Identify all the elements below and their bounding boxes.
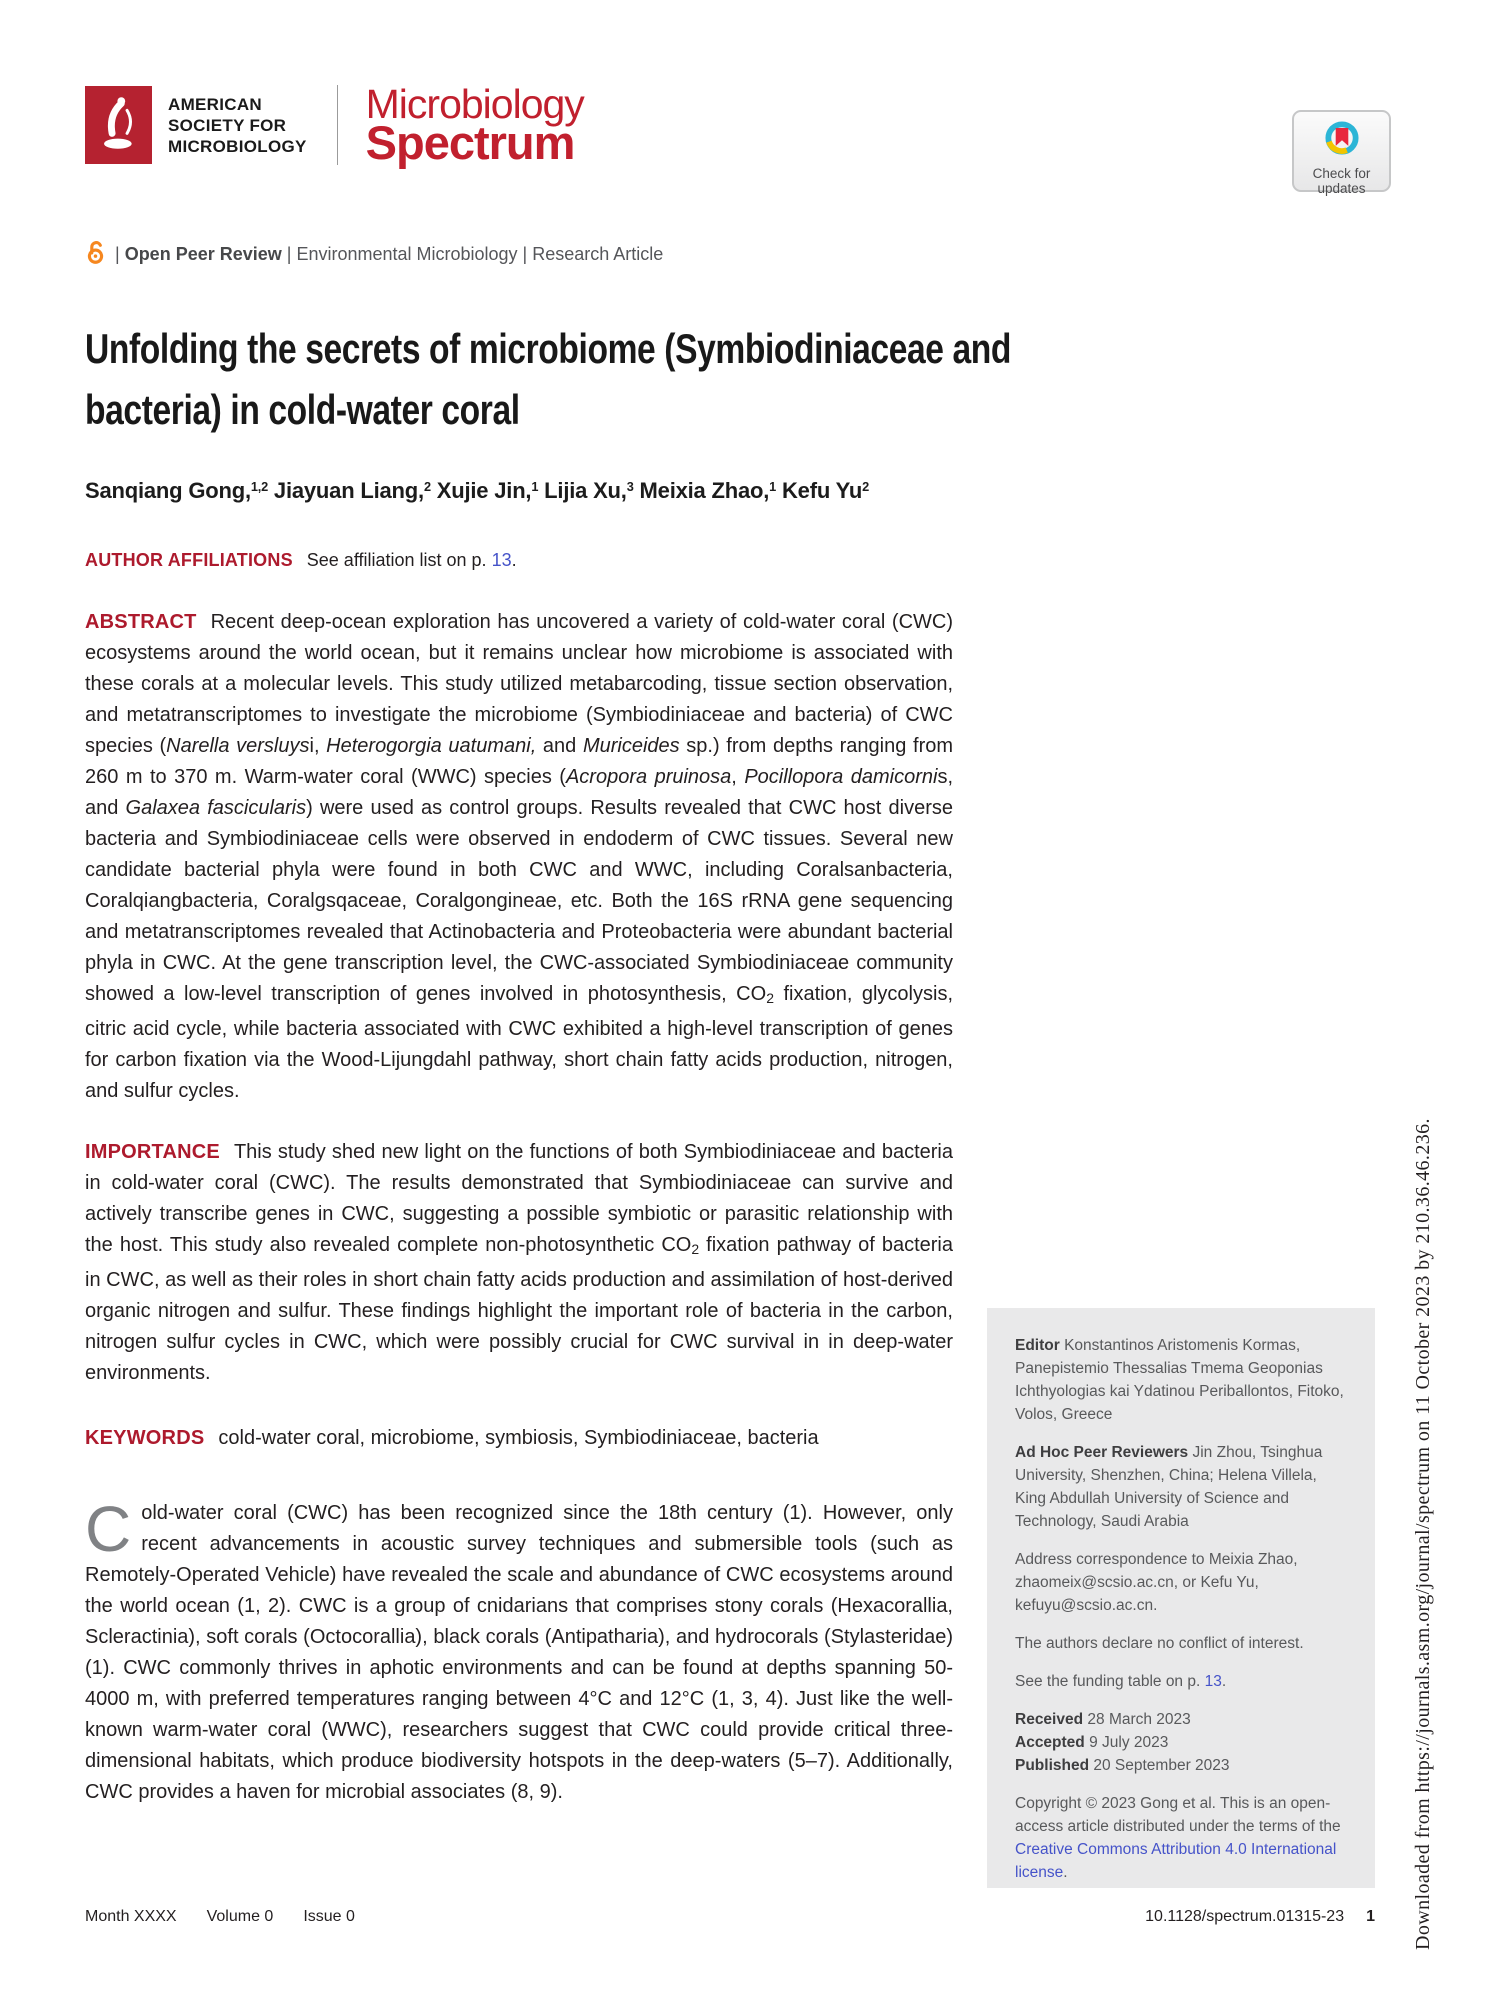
accepted-date	[1015, 1731, 1347, 1754]
article-title	[85, 318, 1011, 440]
download-watermark: Downloaded from https://journals.asm.org/journal/spectrum on 11 October 2023 by 210.36.46.236.	[1412, 1118, 1434, 1950]
editor-block	[1015, 1334, 1347, 1426]
received-date	[1015, 1708, 1347, 1731]
text-segment: Muriceides	[582, 735, 680, 757]
text-segment: | Environmental Microbiology | Research Article	[281, 244, 664, 264]
journal-wordmark-line1: Microbiology	[365, 81, 584, 127]
main-column	[85, 607, 953, 1808]
page-footer	[85, 1908, 1375, 1926]
masthead-divider	[337, 85, 338, 165]
article-title-line2: bacteria) in cold-water coral	[85, 386, 520, 433]
text-segment: Editor	[1015, 1337, 1065, 1354]
text-segment: and	[536, 735, 583, 757]
text-segment: .	[1063, 1864, 1068, 1881]
text-segment: Heterogorgia uatumani,	[326, 735, 537, 757]
journal-wordmark-line2: Spectrum	[365, 116, 575, 169]
text-segment: |	[115, 244, 125, 264]
crossmark-icon	[1321, 117, 1363, 164]
drop-cap: C	[85, 1492, 132, 1565]
text-segment: sp.) from depths ranging from 260 m to 370 m. Warm-water coral (WWC) species (	[85, 735, 954, 788]
history-dates-block	[1015, 1708, 1347, 1777]
text-segment: Jiayuan Liang,	[268, 478, 424, 503]
footer-issue: Issue 0	[303, 1908, 355, 1925]
article-meta-line	[85, 240, 663, 269]
author-list	[85, 478, 869, 504]
inline-link[interactable]: Creative Commons Attribution 4.0 International license	[1015, 1841, 1337, 1881]
text-segment: Address correspondence to Meixia Zhao, zhaomeix@scsio.ac.cn, or Kefu Yu, kefuyu@scsio.ac.cn.	[1015, 1551, 1298, 1614]
author-affiliations-note	[85, 550, 517, 571]
text-segment: Copyright © 2023 Gong et al. This is an open-access article distributed under the terms of the	[1015, 1795, 1341, 1835]
text-segment: 3	[626, 478, 634, 494]
check-for-updates-label: Check for updates	[1312, 166, 1371, 196]
journal-wordmark	[365, 81, 584, 169]
abstract-paragraph	[85, 607, 953, 1107]
text-segment: 2	[423, 478, 431, 494]
text-segment: Open Peer Review	[124, 244, 282, 264]
text-segment: s, and	[85, 766, 953, 819]
text-segment: This study shed new light on the functions of both Symbiodiniaceae and bacteria in cold-water coral (CWC). The results demonstrated that Symbiodiniaceae can survive and actively transcribe genes in CWC, suggesting a possible symbiotic or parasitic relationship with the host. This study also revealed complete non-photosynthetic CO	[85, 1140, 953, 1256]
text-segment: 2	[766, 989, 774, 1006]
text-segment: Xujie Jin,	[430, 478, 532, 503]
intro-text	[85, 1502, 953, 1803]
text-segment: Meixia Zhao,	[633, 478, 770, 503]
text-segment: 2	[862, 478, 869, 494]
correspondence-block	[1015, 1548, 1347, 1617]
text-segment: 1	[769, 478, 777, 494]
published-date	[1015, 1754, 1347, 1777]
microscope-icon	[96, 94, 142, 157]
text-segment: Sanqiang Gong,	[85, 478, 251, 503]
text-segment: See the funding table on p.	[1015, 1673, 1205, 1690]
text-segment: 1,2	[250, 478, 268, 494]
masthead	[85, 81, 584, 169]
intro-paragraph	[85, 1492, 953, 1808]
footer-doi-block	[1145, 1908, 1375, 1926]
text-segment: 9 July 2023	[1089, 1734, 1169, 1751]
text-segment: Received	[1015, 1711, 1088, 1728]
text-segment: Accepted	[1015, 1734, 1090, 1751]
text-segment: cold-water coral, microbiome, symbiosis, Symbiodiniaceae, bacteria	[218, 1426, 819, 1449]
text-segment: Galaxea fascicularis	[125, 797, 307, 819]
text-segment: Recent deep-ocean exploration has uncovered a variety of cold-water coral (CWC) ecosystems around the world ocean, but it remains unclear how microbiome is associated with these corals at a molecular levels. This study utilized metabarcoding, tissue section observation, and metatranscriptomes to investigate the microbiome (Symbiodiniaceae and bacteria) of CWC species (	[85, 611, 953, 757]
article-info-sidebar	[987, 1308, 1375, 1888]
text-segment: 20 September 2023	[1093, 1757, 1230, 1774]
text-segment: 1	[531, 478, 539, 494]
text-segment: .	[511, 550, 517, 570]
text-segment: KEYWORDS	[85, 1426, 205, 1449]
check-for-updates-badge[interactable]	[1292, 110, 1391, 196]
society-line: MICROBIOLOGY	[168, 136, 307, 156]
text-segment: fixation pathway of bacteria in CWC, as well as their roles in short chain fatty acids production and assimilation of host-derived organic nitrogen and sulfur. These findings highlight the important role of bacteria in the carbon, nitrogen sulfur cycles in CWC, which were possibly crucial for CWC survival in in deep-water environments.	[85, 1233, 954, 1384]
society-line: SOCIETY FOR	[168, 115, 287, 135]
inline-link[interactable]: 13	[491, 550, 512, 570]
footer-page-number: 1	[1366, 1908, 1375, 1925]
meta-line-text	[115, 244, 663, 265]
text-segment: fixation, glycolysis, citric acid cycle, while bacteria associated with CWC exhibited a high-level transcription of genes for carbon fixation via the Wood-Lijungdahl pathway, short chain fatty acids production, nitrogen, and sulfur cycles.	[85, 983, 953, 1102]
funding-note-block	[1015, 1670, 1347, 1693]
text-segment: Lijia Xu,	[538, 478, 627, 503]
text-segment: Jin Zhou, Tsinghua University, Shenzhen, China; Helena Villela, King Abdullah University of Science and Technology, Saudi Arabia	[1015, 1444, 1323, 1530]
text-segment: ,	[731, 766, 745, 788]
importance-paragraph	[85, 1137, 953, 1389]
keywords-line	[85, 1423, 953, 1454]
society-line: AMERICAN	[168, 94, 263, 114]
peer-reviewers-block	[1015, 1441, 1347, 1533]
text-segment: 28 March 2023	[1087, 1711, 1191, 1728]
text-segment: Kefu Yu	[776, 478, 863, 503]
text-segment: IMPORTANCE	[85, 1140, 220, 1163]
article-title-line1: Unfolding the secrets of microbiome (Symbiodiniaceae and	[85, 325, 1012, 372]
text-segment: Acropora pruinosa	[565, 766, 732, 788]
text-segment: See affiliation list on p.	[306, 550, 492, 570]
text-segment: Konstantinos Aristomenis Kormas, Panepistemio Thessalias Tmema Geoponias Ichthyologias kai Ydatinou Periballontos, Fitoko, Volos, Greece	[1015, 1337, 1344, 1423]
text-segment: ABSTRACT	[85, 611, 197, 633]
open-access-icon	[85, 240, 106, 269]
text-segment: AUTHOR AFFILIATIONS	[85, 550, 293, 570]
inline-link[interactable]: 13	[1204, 1673, 1222, 1690]
text-segment: Published	[1015, 1757, 1094, 1774]
text-segment: Ad Hoc Peer Reviewers	[1015, 1444, 1193, 1461]
copyright-block	[1015, 1792, 1347, 1884]
text-segment: .	[1221, 1673, 1227, 1690]
text-segment: old-water coral (CWC) has been recognized since the 18th century (1). However, only recent advancements in acoustic survey techniques and submersible tools (such as Remotely-Operated Vehicle) have revealed the scale and abundance of CWC ecosystems around the world ocean (1, 2). CWC is a group of cnidarians that comprises stony corals (Hexacorallia, Scleractinia), soft corals (Octocorallia), black corals (Antipatharia), and hydrocorals (Stylasteridae) (1). CWC commonly thrives in aphotic environments and can be found at depths spanning 50-4000 m, with preferred temperatures ranging between 4°C and 12°C (1, 3, 4). Just like the well-known warm-water coral (WWC), researchers suggest that CWC could provide critical three-dimensional habitats, which produce biodiversity hotspots in the deep-waters (5–7). Additionally, CWC provides a haven for microbial associates (8, 9).	[85, 1501, 953, 1803]
text-segment: Pocillopora damicorni	[744, 766, 938, 788]
society-name	[168, 94, 307, 157]
text-segment: The authors declare no conflict of interest.	[1015, 1635, 1304, 1652]
footer-issue-info	[85, 1908, 355, 1926]
footer-doi: 10.1128/spectrum.01315-23	[1145, 1908, 1345, 1925]
text-segment: ) were used as control groups. Results revealed that CWC host diverse bacteria and Symbiodiniaceae cells were observed in endoderm of CWC tissues. Several new candidate bacterial phyla were found in both CWC and WWC, including Coralsanbacteria, Coralqiangbacteria, Coralgsqaceae, Coralgongineae, etc. Both the 16S rRNA gene sequencing and metatranscriptomes revealed that Actinobacteria and Proteobacteria were abundant bacterial phyla in CWC. At the gene transcription level, the CWC-associated Symbiodiniaceae community showed a low-level transcription of genes involved in photosynthesis, CO	[85, 797, 953, 1005]
text-segment: i,	[309, 735, 327, 757]
conflict-of-interest-block	[1015, 1632, 1347, 1655]
text-segment: Narella versluys	[166, 735, 310, 757]
text-segment: 2	[691, 1240, 700, 1257]
footer-volume: Volume 0	[206, 1908, 274, 1925]
asm-logo	[85, 86, 152, 164]
footer-month: Month XXXX	[85, 1908, 177, 1925]
